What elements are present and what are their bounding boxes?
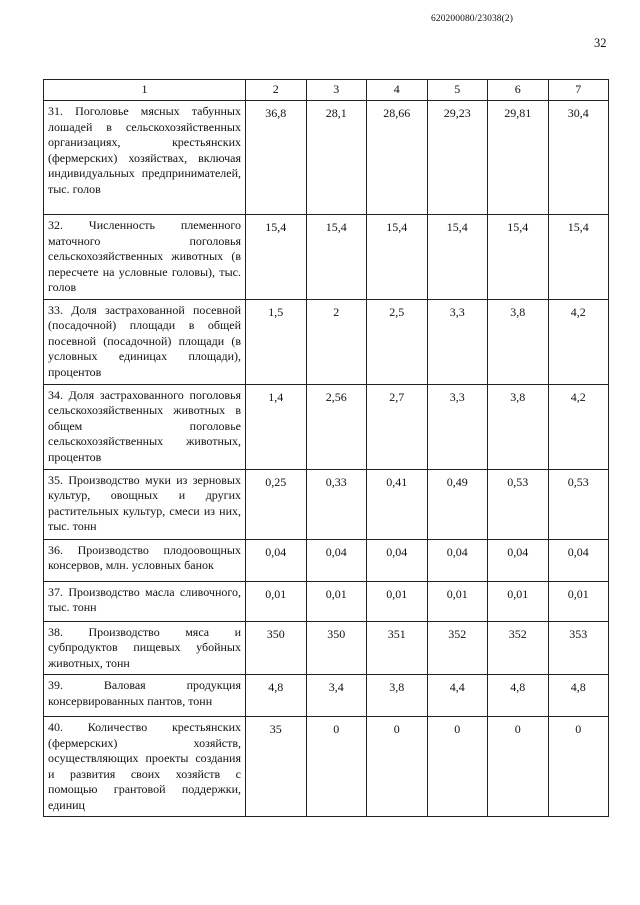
column-header: 1 [44, 80, 246, 101]
indicator-value: 0,01 [246, 581, 307, 621]
column-header: 3 [306, 80, 367, 101]
indicator-value: 2,56 [306, 384, 367, 469]
indicator-value: 0,04 [548, 539, 609, 581]
indicator-value: 3,3 [427, 299, 488, 384]
indicator-value: 4,2 [548, 384, 609, 469]
indicator-value: 4,8 [246, 675, 307, 717]
indicator-value: 4,8 [548, 675, 609, 717]
indicator-value: 0,04 [488, 539, 549, 581]
column-header: 4 [367, 80, 428, 101]
indicator-label: 40. Количество крестьянских (фермерских) хозяйств, осуществляющих проекты создания и развития своих хозяйств с помощью грантовой поддержки, единиц [44, 717, 246, 817]
indicators-table [43, 79, 609, 817]
indicator-value: 1,4 [246, 384, 307, 469]
table-header-row [44, 80, 609, 101]
indicator-value: 352 [427, 621, 488, 675]
table-row [44, 469, 609, 539]
indicator-label: 35. Производство муки из зерновых культур, овощных и других растительных культур, смеси из них, тыс. тонн [44, 469, 246, 539]
table-row [44, 717, 609, 817]
column-header: 7 [548, 80, 609, 101]
indicator-value: 0 [488, 717, 549, 817]
column-header: 6 [488, 80, 549, 101]
indicator-label: 31. Поголовье мясных табунных лошадей в сельскохозяйственных организациях, крестьянских (фермерских) хозяйствах, включая индивидуальных предпринимателей, тыс. голов [44, 101, 246, 215]
indicator-value: 0,01 [367, 581, 428, 621]
indicator-value: 28,66 [367, 101, 428, 215]
indicator-value: 0 [367, 717, 428, 817]
indicator-value: 2,5 [367, 299, 428, 384]
indicator-value: 0,04 [306, 539, 367, 581]
indicator-value: 2 [306, 299, 367, 384]
indicator-value: 15,4 [367, 215, 428, 300]
table-row [44, 621, 609, 675]
indicator-value: 3,4 [306, 675, 367, 717]
indicator-value: 0,53 [488, 469, 549, 539]
indicator-value: 0,33 [306, 469, 367, 539]
document-id: 620200080/23038(2) [431, 14, 514, 24]
indicator-label: 37. Производство масла сливочного, тыс. тонн [44, 581, 246, 621]
table-row [44, 384, 609, 469]
indicator-value: 0,01 [488, 581, 549, 621]
indicator-value: 0,49 [427, 469, 488, 539]
indicator-value: 0 [427, 717, 488, 817]
indicator-value: 4,8 [488, 675, 549, 717]
indicator-value: 2,7 [367, 384, 428, 469]
indicator-value: 353 [548, 621, 609, 675]
indicator-value: 0,25 [246, 469, 307, 539]
indicator-value: 4,4 [427, 675, 488, 717]
indicator-value: 0,01 [548, 581, 609, 621]
column-header: 5 [427, 80, 488, 101]
indicator-value: 3,8 [488, 299, 549, 384]
indicator-value: 29,23 [427, 101, 488, 215]
table-row [44, 215, 609, 300]
indicator-value: 15,4 [548, 215, 609, 300]
column-header: 2 [246, 80, 307, 101]
indicator-value: 0 [548, 717, 609, 817]
indicator-label: 33. Доля застрахованной посевной (посадочной) площади в общей посевной (посадочной) площади (в условных единицах площади), процентов [44, 299, 246, 384]
indicator-value: 28,1 [306, 101, 367, 215]
indicator-value: 4,2 [548, 299, 609, 384]
indicator-label: 34. Доля застрахованного поголовья сельскохозяйственных животных в общем поголовье сельскохозяйственных животных, процентов [44, 384, 246, 469]
indicator-value: 350 [246, 621, 307, 675]
table-row [44, 675, 609, 717]
indicator-value: 351 [367, 621, 428, 675]
indicator-value: 0,41 [367, 469, 428, 539]
indicator-value: 0,04 [427, 539, 488, 581]
indicator-value: 29,81 [488, 101, 549, 215]
indicator-value: 3,8 [488, 384, 549, 469]
table-row [44, 581, 609, 621]
table-row [44, 299, 609, 384]
indicator-value: 15,4 [246, 215, 307, 300]
indicator-value: 3,3 [427, 384, 488, 469]
page-number: 32 [594, 36, 607, 50]
table-row [44, 101, 609, 215]
indicator-value: 0,01 [306, 581, 367, 621]
indicator-label: 38. Производство мяса и субпродуктов пищевых убойных животных, тонн [44, 621, 246, 675]
indicator-value: 15,4 [427, 215, 488, 300]
indicator-value: 352 [488, 621, 549, 675]
indicator-value: 0 [306, 717, 367, 817]
indicator-label: 39. Валовая продукция консервированных пантов, тонн [44, 675, 246, 717]
indicator-value: 15,4 [488, 215, 549, 300]
indicator-value: 15,4 [306, 215, 367, 300]
indicator-label: 32. Численность племенного маточного поголовья сельскохозяйственных животных (в пересчете на условные головы), тыс. голов [44, 215, 246, 300]
indicator-value: 350 [306, 621, 367, 675]
indicator-value: 0,53 [548, 469, 609, 539]
indicator-value: 0,01 [427, 581, 488, 621]
indicator-value: 36,8 [246, 101, 307, 215]
indicator-value: 30,4 [548, 101, 609, 215]
indicator-value: 3,8 [367, 675, 428, 717]
indicator-label: 36. Производство плодоовощных консервов, млн. условных банок [44, 539, 246, 581]
indicator-value: 0,04 [367, 539, 428, 581]
indicator-value: 35 [246, 717, 307, 817]
table-row [44, 539, 609, 581]
indicator-value: 0,04 [246, 539, 307, 581]
indicator-value: 1,5 [246, 299, 307, 384]
